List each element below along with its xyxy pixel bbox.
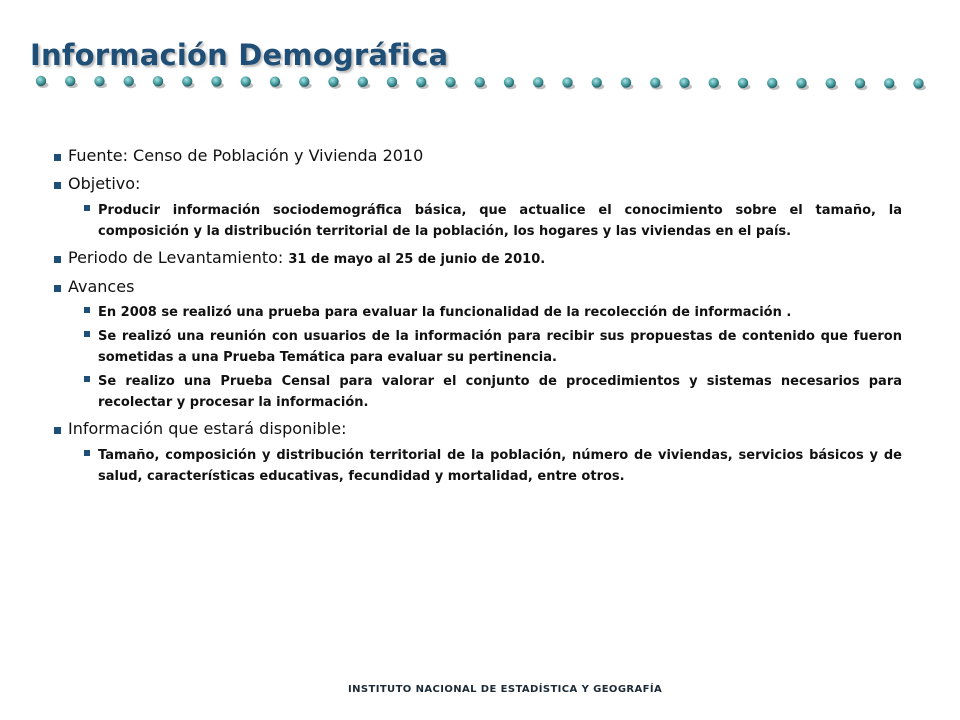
divider-dot	[796, 78, 806, 88]
divider-dot	[94, 76, 104, 86]
page-title: Información Demográfica	[30, 38, 449, 72]
sub-item-text: Tamaño, composición y distribución territorial de la población, número de viviendas, servicios básicos y de salud, características educativas, fecundidad y mortalidad, entre otros.	[98, 448, 902, 484]
bullet-icon	[84, 307, 90, 313]
sub-item	[54, 200, 902, 242]
list-item-periodo	[54, 247, 902, 271]
divider-dot	[270, 76, 280, 86]
divider-dot	[533, 77, 543, 87]
divider-dot	[241, 76, 251, 86]
list-item-fuente	[54, 145, 902, 167]
divider-dot	[738, 78, 748, 88]
divider-dot	[153, 76, 163, 86]
divider-dot	[855, 78, 865, 88]
divider-dot	[211, 76, 221, 86]
divider-dot	[679, 78, 689, 88]
divider-dot	[650, 77, 660, 87]
list-item-label: Fuente: Censo de Población y Vivienda 2010	[68, 146, 424, 165]
footer-institution: INSTITUTO NACIONAL DE ESTADÍSTICA Y GEOGRAFÍA	[348, 684, 663, 695]
divider-dot	[124, 76, 134, 86]
divider-dot	[387, 77, 397, 87]
divider-dot	[36, 76, 46, 86]
sub-item	[54, 445, 902, 487]
bullet-icon	[54, 427, 61, 434]
sub-item-text: Se realizó una reunión con usuarios de la información para recibir sus propuestas de contenido que fueron sometidas a una Prueba Temática para evaluar su pertinencia.	[98, 329, 902, 365]
divider-dot	[709, 78, 719, 88]
bullet-icon	[54, 182, 61, 189]
divider-dot	[445, 77, 455, 87]
divider-dot	[621, 77, 631, 87]
list-item-label: Objetivo:	[68, 174, 141, 193]
divider-dot	[504, 77, 514, 87]
divider-dot	[826, 78, 836, 88]
list-item-label: Información que estará disponible:	[68, 419, 347, 438]
sub-item-text: Se realizo una Prueba Censal para valorar el conjunto de procedimientos y sistemas necesarios para recolectar y procesar la información.	[98, 374, 902, 410]
list-item-label: Periodo de Levantamiento:	[68, 248, 284, 267]
sub-item-text: En 2008 se realizó una prueba para evaluar la funcionalidad de la recolección de información .	[98, 305, 792, 320]
divider-dot	[299, 77, 309, 87]
divider-dot	[416, 77, 426, 87]
bullet-icon	[54, 256, 61, 263]
divider-dot	[358, 77, 368, 87]
divider-dot	[562, 77, 572, 87]
bullet-icon	[84, 376, 90, 382]
bullet-icon	[54, 154, 61, 161]
list-item-disponible	[54, 418, 902, 440]
divider-dot	[592, 77, 602, 87]
bullet-icon	[84, 331, 90, 337]
sub-item	[54, 371, 902, 413]
divider-dot	[182, 76, 192, 86]
sub-item	[54, 326, 902, 368]
bullet-icon	[54, 285, 61, 292]
bullet-icon	[84, 450, 90, 456]
divider-dot	[884, 78, 894, 88]
divider-dot	[767, 78, 777, 88]
sub-item-text: Producir información sociodemográfica básica, que actualice el conocimiento sobre el tamaño, la composición y la distribución territorial de la población, los hogares y las viviendas en el país.	[98, 203, 902, 239]
divider-dot	[913, 78, 923, 88]
content-list	[54, 145, 902, 487]
list-item-objetivo	[54, 173, 902, 195]
dotted-divider	[0, 70, 960, 100]
divider-dot	[475, 77, 485, 87]
sub-item	[54, 302, 902, 323]
bullet-icon	[84, 205, 90, 211]
divider-dot	[328, 77, 338, 87]
list-item-avances	[54, 276, 902, 298]
list-item-label: Avances	[68, 277, 135, 296]
divider-dot	[65, 76, 75, 86]
period-dates: 31 de mayo al 25 de junio de 2010.	[288, 252, 546, 267]
